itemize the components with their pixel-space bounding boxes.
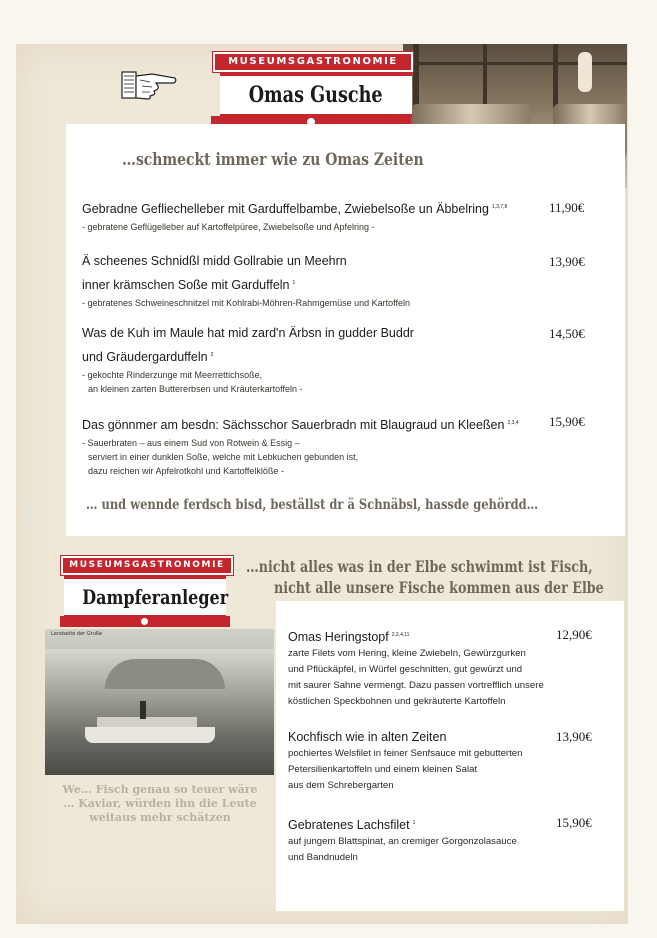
item-description: Petersilienkartoffeln und einem kleinen Salat	[288, 764, 478, 775]
page-fold-mark	[24, 502, 32, 526]
item-price: 12,90€	[556, 627, 592, 642]
menu-item	[82, 196, 552, 234]
item-title: Gebradne Gefliechelleber mit Garduffelbambe, Zwiebelsoße un Äbbelring	[82, 202, 489, 217]
quote	[40, 783, 280, 825]
item-description: aus dem Schrebergarten	[288, 780, 394, 791]
item-price: 15,90€	[549, 414, 585, 429]
menu-item	[288, 626, 588, 710]
item-price: 15,90€	[556, 815, 592, 830]
allergen-codes: 1,3,7,8	[491, 204, 508, 210]
item-description: - gebratenes Schweineschnitzel mit Kohlrabi-Möhren-Rahmgemüse und Kartoffeln	[82, 298, 411, 309]
badge-label: MUSEUMSGASTRONOMIE	[213, 52, 413, 72]
item-description: auf jungem Blattspinat, an cremiger Gorgonzolasauce	[288, 836, 517, 848]
section2-tagline-line1: …nicht alles was in der Elbe schwimmt ist Fisch,	[246, 557, 593, 576]
allergen-codes: 2	[210, 352, 214, 358]
item-description: mit saurer Sahne vermengt. Dazu passen vortrefflich unsere	[288, 680, 544, 692]
item-title: Kochfisch wie in alten Zeiten	[288, 730, 447, 744]
quote-line: weitaus mehr schätzen	[89, 811, 231, 824]
item-price: 13,90€	[549, 254, 585, 269]
item-price: 14,50€	[549, 326, 585, 341]
section2-title: Dampferanleger	[82, 585, 229, 609]
item-description: dazu reichen wir Apfelrotkohl und Kartoffelklöße -	[88, 466, 284, 477]
badge-label: MUSEUMSGASTRONOMIE	[61, 556, 233, 575]
item-price: 11,90€	[549, 200, 585, 215]
item-description: pochiertes Welsfilet in feiner Senfsauce mit gebutterten	[288, 748, 523, 759]
item-title: Das gönnmer am besdn: Sächsschor Sauerbradn mit Blaugraud un Kleeßen	[82, 418, 505, 433]
allergen-codes: 1	[292, 280, 296, 286]
allergen-codes: 1	[412, 820, 416, 826]
badge-title-box	[220, 73, 412, 117]
item-description: - gebratene Geflügelleber auf Kartoffelpüree, Zwiebelsoße und Apfelring -	[82, 222, 375, 233]
item-description: - Sauerbraten – aus einem Sud von Rotwein & Essig –	[82, 438, 300, 449]
badge-ribbon	[60, 616, 230, 627]
item-description: köstlichen Speckbohnen und gekräuterte Kartoffeln	[288, 696, 506, 708]
pointing-hand-icon	[120, 64, 178, 106]
river-steamer-photo	[45, 629, 274, 775]
item-description: serviert in einer dunklen Soße, welche mit Lebkuchen gebunden ist,	[88, 452, 359, 463]
section1-footer-tagline: … und wennde ferdsch bisd, beställst dr ä Schnäbsl, hassde gehördd…	[86, 497, 539, 513]
item-title: Omas Heringstopf	[288, 630, 389, 645]
item-title-line2: und Gräudergarduffeln	[82, 350, 208, 365]
item-price: 13,90€	[556, 729, 592, 744]
item-title: Ä scheenes Schnidßl midd Gollrabie un Meehrn	[82, 254, 347, 268]
photo-caption: Landseite der Gruße	[51, 631, 103, 637]
item-description: und Pflückäpfel, in Würfel geschnitten, gut gewürzt und	[288, 664, 523, 676]
allergen-codes: 2,3,4,11	[391, 632, 410, 638]
section1-tagline: …schmeckt immer wie zu Omas Zeiten	[122, 150, 424, 170]
item-description: an kleinen zarten Buttererbsen und Kräuterkartoffeln -	[88, 384, 303, 395]
menu-item	[288, 728, 588, 794]
quote-line: … Kaviar, würden ihn die Leute	[63, 797, 257, 810]
menu-item	[82, 250, 542, 310]
item-description: - gekochte Rinderzunge mit Meerrettichsoße,	[82, 370, 263, 381]
item-title-line2: inner krämschen Soße mit Garduffeln	[82, 278, 290, 293]
item-title: Was de Kuh im Maule hat mid zard'n Ärbsn in gudder Buddr	[82, 326, 414, 340]
badge-title-box	[64, 576, 229, 618]
menu-item	[82, 322, 542, 396]
menu-item	[82, 412, 552, 478]
menu-item	[288, 814, 588, 866]
section1-title: Omas Gusche	[249, 82, 383, 108]
item-description: und Bandnudeln	[288, 852, 358, 864]
allergen-codes: 2,3,4	[507, 420, 519, 426]
quote-line: We… Fisch genau so teuer wäre	[62, 783, 258, 796]
item-title: Gebratenes Lachsfilet	[288, 818, 410, 833]
section2-tagline-line2: nicht alle unsere Fische kommen aus der Elbe	[274, 578, 604, 597]
item-description: zarte Filets vom Hering, kleine Zwiebeln, Gewürzgurken	[288, 648, 526, 660]
